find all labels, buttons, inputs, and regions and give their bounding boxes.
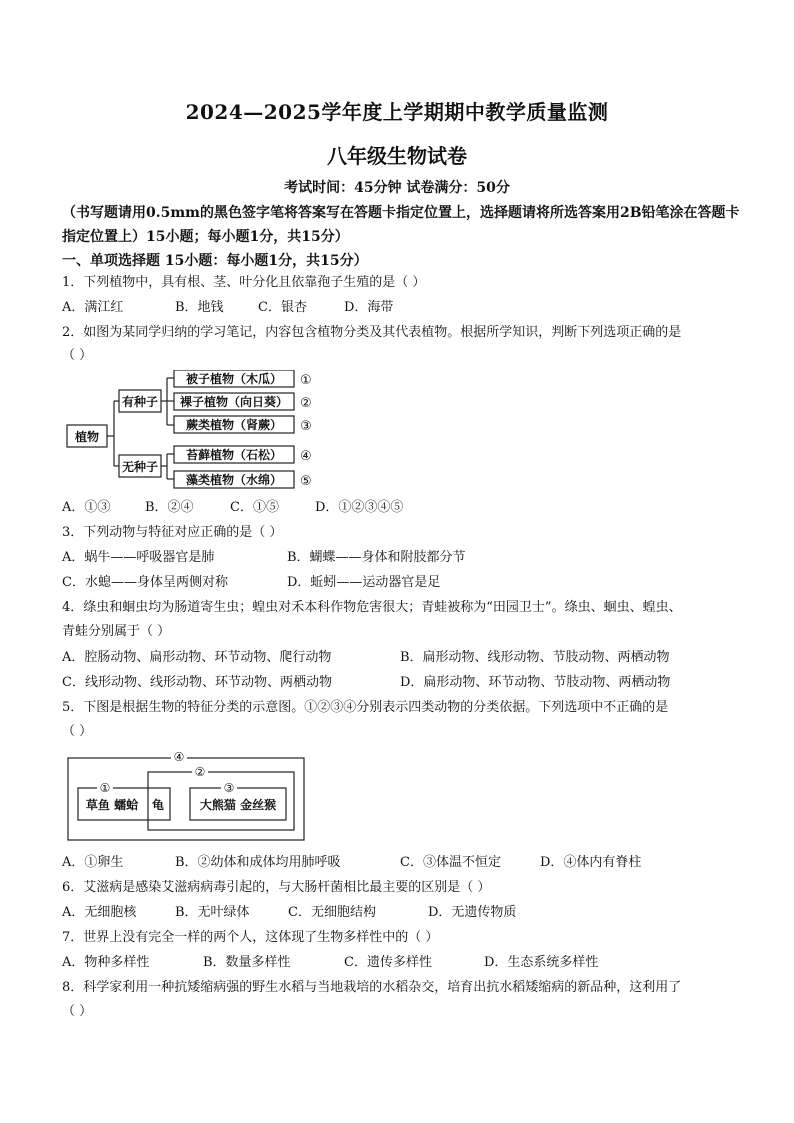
q5-stem-cont: （ ） xyxy=(62,724,93,739)
seed-label: 有种子 xyxy=(121,395,159,409)
exam-meta: 考试时间：45分钟 试卷满分：50分 xyxy=(284,180,510,196)
leaf-1-label: 被子植物（木瓜） xyxy=(185,372,283,386)
q4-stem-cont: 青蛙分别属于（ ） xyxy=(62,624,171,639)
q1-option-b: B．地钱 xyxy=(175,300,224,315)
leaf-5-mark: ⑤ xyxy=(300,474,312,489)
q6-option-c: C．无细胞结构 xyxy=(288,905,376,920)
q5-option-c: C．③体温不恒定 xyxy=(400,855,501,870)
mark-1: ① xyxy=(99,781,111,795)
leaf-2-label: 裸子植物（向日葵） xyxy=(179,395,289,409)
shared-label: 龟 xyxy=(151,798,165,812)
q1-option-a: A．满江红 xyxy=(62,300,124,315)
leaf-3-label: 蕨类植物（肾蕨） xyxy=(185,418,283,432)
q2-stem: 2．如图为某同学归纳的学习笔记，内容包含植物分类及其代表植物。根据所学知识，判断下列选项正确的是 xyxy=(62,325,682,340)
q6-option-d: D．无遗传物质 xyxy=(428,905,517,920)
exam-subtitle: 八年级生物试卷 xyxy=(327,144,467,168)
root-label: 植物 xyxy=(74,430,100,444)
leaf-4-mark: ④ xyxy=(300,449,312,464)
q5-option-a: A．①卵生 xyxy=(62,855,124,870)
q2-option-d: D．①②③④⑤ xyxy=(315,500,404,515)
q5-stem: 5．下图是根据生物的特征分类的示意图。①②③④分别表示四类动物的分类依据。下列选项中不正确的是 xyxy=(62,700,669,715)
q6-option-b: B．无叶绿体 xyxy=(175,905,250,920)
q3-option-a: A．蜗牛——呼吸器官是肺 xyxy=(62,550,215,565)
animal-classification-diagram xyxy=(66,748,308,846)
q3-option-b: B．蝴蝶——身体和附肢都分节 xyxy=(287,550,466,565)
q7-option-d: D．生态系统多样性 xyxy=(484,955,599,970)
section-heading: 一、单项选择题 15小题：每小题1分，共15分） xyxy=(62,253,368,269)
exam-notice: （书写题请用0.5mm的黑色签字笔将答案写在答题卡指定位置上，选择题请将所选答案用2B铅笔涂在答题卡指定位置上）15小题；每小题1分，共15分） xyxy=(62,205,740,245)
q1-option-d: D．海带 xyxy=(344,300,394,315)
q8-stem: 8．科学家利用一种抗矮缩病强的野生水稻与当地栽培的水稻杂交，培育出抗水稻矮缩病的新品种，这利用了 xyxy=(62,980,682,995)
q4-option-d: D．扁形动物、环节动物、节肢动物、两栖动物 xyxy=(400,675,671,690)
group-2-label: 大熊猫 金丝猴 xyxy=(199,798,277,812)
q2-stem-cont: （ ） xyxy=(62,348,93,363)
mark-3: ③ xyxy=(223,781,235,795)
group-1-label: 草鱼 蠕蛤 xyxy=(85,798,139,812)
leaf-4-label: 苔藓植物（石松） xyxy=(185,448,283,462)
q1-option-c: C．银杏 xyxy=(258,300,307,315)
plant-classification-diagram xyxy=(62,370,332,498)
q5-option-b: B．②幼体和成体均用肺呼吸 xyxy=(175,855,341,870)
mark-2: ② xyxy=(194,765,206,779)
q4-stem: 4．绦虫和蛔虫均为肠道寄生虫；蝗虫对禾本科作物危害很大；青蛙被称为“田园卫士”。绦虫、蛔虫、蝗虫、 xyxy=(62,600,682,615)
q7-option-a: A．物种多样性 xyxy=(62,955,150,970)
q7-stem: 7．世界上没有完全一样的两个人，这体现了生物多样性中的（ ） xyxy=(62,930,439,945)
leaf-1-mark: ① xyxy=(300,373,312,388)
q7-option-c: C．遗传多样性 xyxy=(344,955,432,970)
q3-option-c: C．水螅——身体呈两侧对称 xyxy=(62,575,228,590)
q4-option-b: B．扁形动物、线形动物、节肢动物、两栖动物 xyxy=(400,650,670,665)
q2-option-c: C．①⑤ xyxy=(230,500,279,515)
leaf-3-mark: ③ xyxy=(300,419,312,434)
q4-option-c: C．线形动物、线形动物、环节动物、两栖动物 xyxy=(62,675,332,690)
exam-title: 2024—2025学年度上学期期中教学质量监测 xyxy=(185,100,609,124)
q3-option-d: D．蚯蚓——运动器官是足 xyxy=(287,575,441,590)
q7-option-b: B．数量多样性 xyxy=(203,955,291,970)
mark-4: ④ xyxy=(173,750,185,764)
q1-stem: 1．下列植物中，具有根、茎、叶分化且依靠孢子生殖的是（ ） xyxy=(62,275,426,290)
q8-stem-cont: （ ） xyxy=(62,1004,93,1019)
leaf-5-label: 藻类植物（水绵） xyxy=(185,473,283,487)
q4-option-a: A．腔肠动物、扁形动物、环节动物、爬行动物 xyxy=(62,650,332,665)
no-seed-label: 无种子 xyxy=(121,460,159,474)
q6-stem: 6．艾滋病是感染艾滋病病毒引起的，与大肠杆菌相比最主要的区别是（ ） xyxy=(62,880,491,895)
q5-option-d: D．④体内有脊柱 xyxy=(540,855,642,870)
q2-option-a: A．①③ xyxy=(62,500,111,515)
q3-stem: 3．下列动物与特征对应正确的是（ ） xyxy=(62,525,283,540)
q6-option-a: A．无细胞核 xyxy=(62,905,137,920)
q2-option-b: B．②④ xyxy=(145,500,194,515)
leaf-2-mark: ② xyxy=(300,396,312,411)
